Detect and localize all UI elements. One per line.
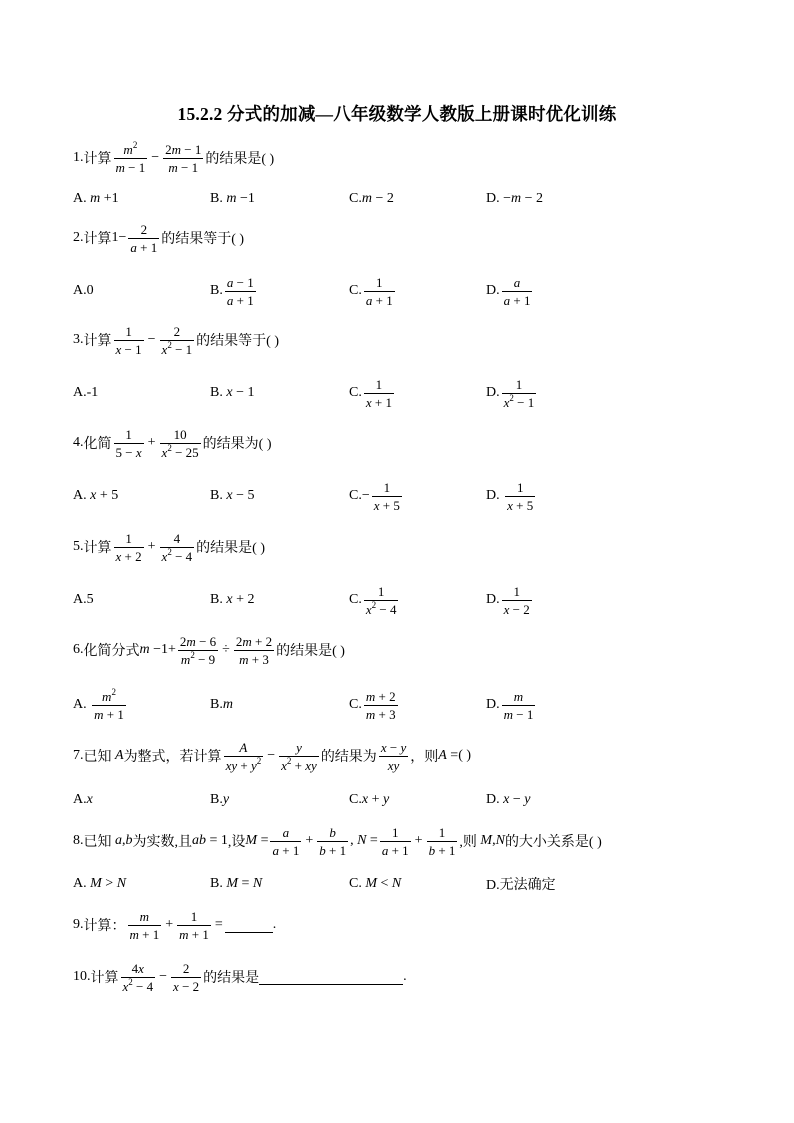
option-b[interactable]: B. m [210,697,233,712]
option-d[interactable]: D. $\frac{m}{m - 1}$ [486,688,534,722]
question-9: 9. 计算： $\frac{m}{m + 1}$ + $\frac{1}{m + 1}$ = . [73,908,277,942]
option-c[interactable]: C. M < N [349,876,402,891]
option-b[interactable]: B. x + 2 [210,592,255,607]
fraction: $\frac{1}{m + 1}$ [179,908,209,942]
question-stem: 已知 [83,750,112,765]
question-7: 7. 已知 A 为整式，若计算 $\frac{A}{xy + y^2}$ − $\frac{y}{x^2 + xy}$ 的结果为 $\frac{x - y}{xy}$ ，则 A = ( ) [73,739,472,773]
question-number: 4. [73,435,84,450]
fraction: $\frac{1}{b + 1}$ [428,824,456,858]
option-d[interactable]: D. $\frac{1}{x + 5}$ [486,479,534,513]
answer-blank[interactable] [259,970,403,985]
option-c[interactable]: C. $\frac{1}{x^2 - 4}$ [349,583,397,617]
question-stem: 的结果为( ) [202,437,272,452]
question-number: 10. [73,969,91,984]
question-stem: ( ) [458,748,472,763]
question-stem: 计算： [83,919,126,934]
option-a[interactable]: A. M > N [73,876,127,891]
fraction: $\frac{A}{xy + y^2}$ [225,739,262,773]
question-5: 5. 计算 $\frac{1}{x + 2}$ + $\frac{4}{x^2 - 4}$ 的结果是( ) [73,530,265,564]
question-stem: 化简 [83,437,112,452]
option-a[interactable]: A. x [73,792,93,807]
fraction: $\frac{2m - 1}{m - 1}$ [165,141,202,175]
option-c[interactable]: C. m − 2 [349,191,394,206]
fraction: $\frac{1}{5 - x}$ [115,426,142,460]
question-number: 1. [73,150,84,165]
option-c[interactable]: C. $\frac{m + 2}{m + 3}$ [349,688,396,722]
option-d[interactable]: D. $\frac{1}{x^2 - 1}$ [486,376,535,410]
fraction: $\frac{1}{x + 2}$ [115,530,142,564]
question-stem: 化简分式 [83,644,140,659]
question-10: 10. 计算 $\frac{4x}{x^2 - 4}$ − $\frac{2}{x - 2}$ 的结果是 . [73,960,407,994]
fraction: $\frac{2m + 2}{m + 3}$ [235,633,273,667]
option-d[interactable]: D.无法确定 [486,878,556,893]
question-stem: 计算 [83,152,112,167]
question-stem: 计算 [83,541,112,556]
fraction: $\frac{2m - 6}{m^2 - 9}$ [179,633,217,667]
option-c[interactable]: C. − $\frac{1}{x + 5}$ [349,479,400,513]
question-4: 4. 化简 $\frac{1}{5 - x}$ + $\frac{10}{x^2 - 25}$ 的结果为( ) [73,426,272,460]
fraction: $\frac{b}{b + 1}$ [319,824,347,858]
question-3: 3. 计算 $\frac{1}{x - 1}$ − $\frac{2}{x^2 - 1}$ 的结果等于( ) [73,323,279,357]
fraction: $\frac{m^2}{m - 1}$ [115,139,146,175]
option-b[interactable]: B. M = N [210,876,263,891]
fraction: $\frac{10}{x^2 - 25}$ [161,426,199,460]
question-stem: ,设 [227,835,246,850]
option-b[interactable]: B. y [210,792,230,807]
question-stem: 的结果是 [203,971,260,986]
option-d[interactable]: D. − m − 2 [486,191,544,206]
question-number: 2. [73,230,84,245]
question-6: 6. 化简分式 m −1+ $\frac{2m - 6}{m^2 - 9}$ ÷ $\frac{2m + 2}{m + 3}$ 的结果是( ) [73,633,345,667]
question-stem: 的结果等于( ) [161,232,245,247]
question-number: 7. [73,748,84,763]
question-2: 2. 计算 1− $\frac{2}{a + 1}$ 的结果等于( ) [73,221,245,255]
question-number: 3. [73,332,84,347]
fraction: $\frac{4}{x^2 - 4}$ [161,530,193,564]
fraction: $\frac{2}{x - 2}$ [173,960,200,994]
question-stem: 计算 [83,232,112,247]
option-d[interactable]: D. $\frac{1}{x - 2}$ [486,583,530,617]
question-stem: 已知 [83,835,112,850]
answer-blank[interactable] [225,918,273,933]
fraction: $\frac{1}{x - 1}$ [115,323,142,357]
option-a[interactable]: A.5 [73,592,94,607]
question-number: 5. [73,539,84,554]
fraction: $\frac{m}{m + 1}$ [129,908,160,942]
question-stem: ,则 [459,835,477,850]
question-stem: 为整式，若计算 [123,750,222,765]
fraction: $\frac{a}{a + 1}$ [272,824,300,858]
option-c[interactable]: C. x + y [349,792,390,807]
page-title: 15.2.2 分式的加减—八年级数学人教版上册课时优化训练 [177,104,617,124]
question-number: 9. [73,917,84,932]
option-a[interactable]: A. m +1 [73,191,119,206]
option-b[interactable]: B. x − 5 [210,488,255,503]
option-a[interactable]: A. $\frac{m^2}{m + 1}$ [73,686,124,722]
question-1: 1. 计算 $\frac{m^2}{m - 1}$ − $\frac{2m - 1}{m - 1}$ 的结果是( ) [73,139,275,175]
question-stem: 的大小关系是( ) [504,835,602,850]
option-b[interactable]: B. x − 1 [210,385,255,400]
fraction: $\frac{2}{x^2 - 1}$ [161,323,193,357]
question-stem: 计算 [90,971,119,986]
question-stem: ，则 [410,750,439,765]
fraction: $\frac{4x}{x^2 - 4}$ [122,960,154,994]
fraction: $\frac{y}{x^2 + xy}$ [281,739,317,773]
question-stem: 的结果是( ) [205,152,275,167]
question-stem: 的结果为 [320,750,377,765]
question-number: 8. [73,833,84,848]
fraction: $\frac{1}{a + 1}$ [381,824,409,858]
question-8: 8. 已知 a , b 为实数,且 ab = 1 ,设 M = $\frac{a}{a + 1}$ + $\frac{b}{b + 1}$ , N = $\frac{1}{a + 1}$ + $\frac{1}{b + 1}$ ,则 M , N 的大小关系是( ) [73,824,602,858]
option-b[interactable]: B. m −1 [210,191,255,206]
question-stem: 的结果等于( ) [196,334,279,349]
option-d[interactable]: D. $\frac{a}{a + 1}$ [486,274,531,308]
option-c[interactable]: C. $\frac{1}{x + 1}$ [349,376,392,410]
question-stem: 的结果是( ) [276,644,345,659]
option-c[interactable]: C. $\frac{1}{a + 1}$ [349,274,393,308]
option-a[interactable]: A.0 [73,283,94,298]
option-b[interactable]: B. $\frac{a - 1}{a + 1}$ [210,274,254,308]
question-number: 6. [73,642,84,657]
option-a[interactable]: A. x + 5 [73,488,119,503]
question-stem: 计算 [83,334,112,349]
question-stem: 的结果是( ) [196,541,265,556]
fraction: $\frac{2}{a + 1}$ [130,221,158,255]
question-stem: 为实数,且 [132,835,192,850]
fraction: $\frac{x - y}{xy}$ [380,739,407,773]
option-d[interactable]: D. x − y [486,792,531,807]
option-a[interactable]: A.-1 [73,385,99,400]
